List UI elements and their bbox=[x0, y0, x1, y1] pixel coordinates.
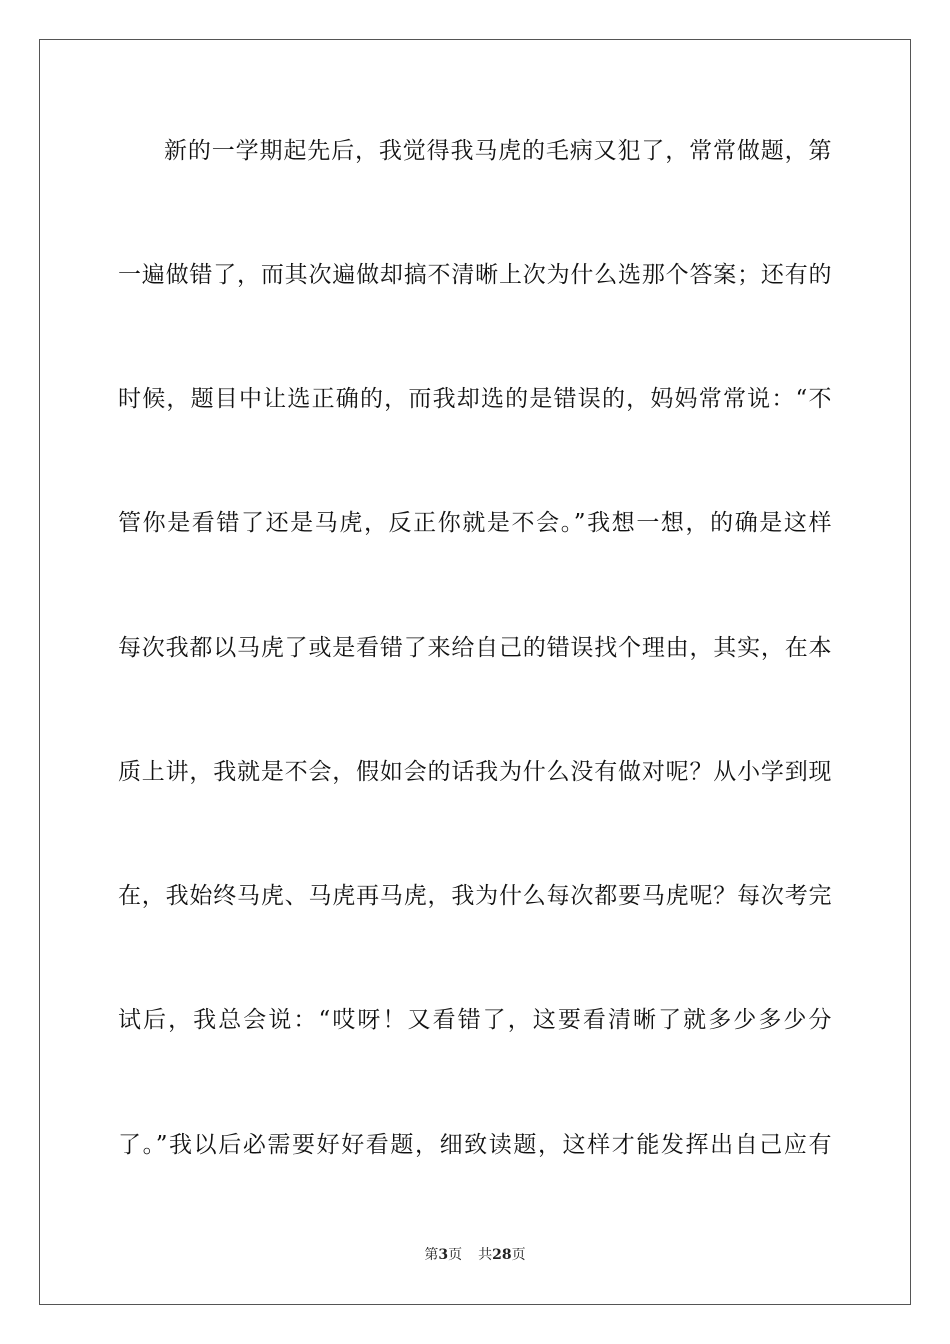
page-suffix: 页 bbox=[448, 1247, 463, 1263]
paragraph-line: 质上讲，我就是不会，假如会的话我为什么没有做对呢？从小学到现 bbox=[118, 759, 832, 785]
total-pages: 28 bbox=[492, 1247, 512, 1263]
paragraph-line: 管你是看错了还是马虎，反正你就是不会。”我想一想，的确是这样 bbox=[118, 510, 832, 536]
paragraph-line: 一遍做错了，而其次遍做却搞不清晰上次为什么选那个答案；还有的 bbox=[118, 262, 832, 288]
paragraph-line: 新的一学期起先后，我觉得我马虎的毛病又犯了，常常做题，第 bbox=[164, 138, 832, 164]
paragraph-line: 在，我始终马虎、马虎再马虎，我为什么每次都要马虎呢？每次考完 bbox=[118, 883, 832, 909]
total-prefix: 共 bbox=[478, 1247, 493, 1263]
paragraph-line: 时候，题目中让选正确的，而我却选的是错误的，妈妈常常说：“不 bbox=[118, 386, 832, 412]
page-footer bbox=[0, 1246, 950, 1264]
page-border bbox=[39, 39, 911, 1305]
paragraph-line: 试后，我总会说：“哎呀！又看错了，这要看清晰了就多少多少分 bbox=[118, 1007, 832, 1033]
paragraph-line: 每次我都以马虎了或是看错了来给自己的错误找个理由，其实，在本 bbox=[118, 635, 832, 661]
total-suffix: 页 bbox=[511, 1247, 526, 1263]
paragraph-line: 了。”我以后必需要好好看题，细致读题，这样才能发挥出自己应有 bbox=[118, 1132, 832, 1158]
page-number: 3 bbox=[438, 1247, 449, 1263]
page-prefix: 第 bbox=[424, 1247, 439, 1263]
